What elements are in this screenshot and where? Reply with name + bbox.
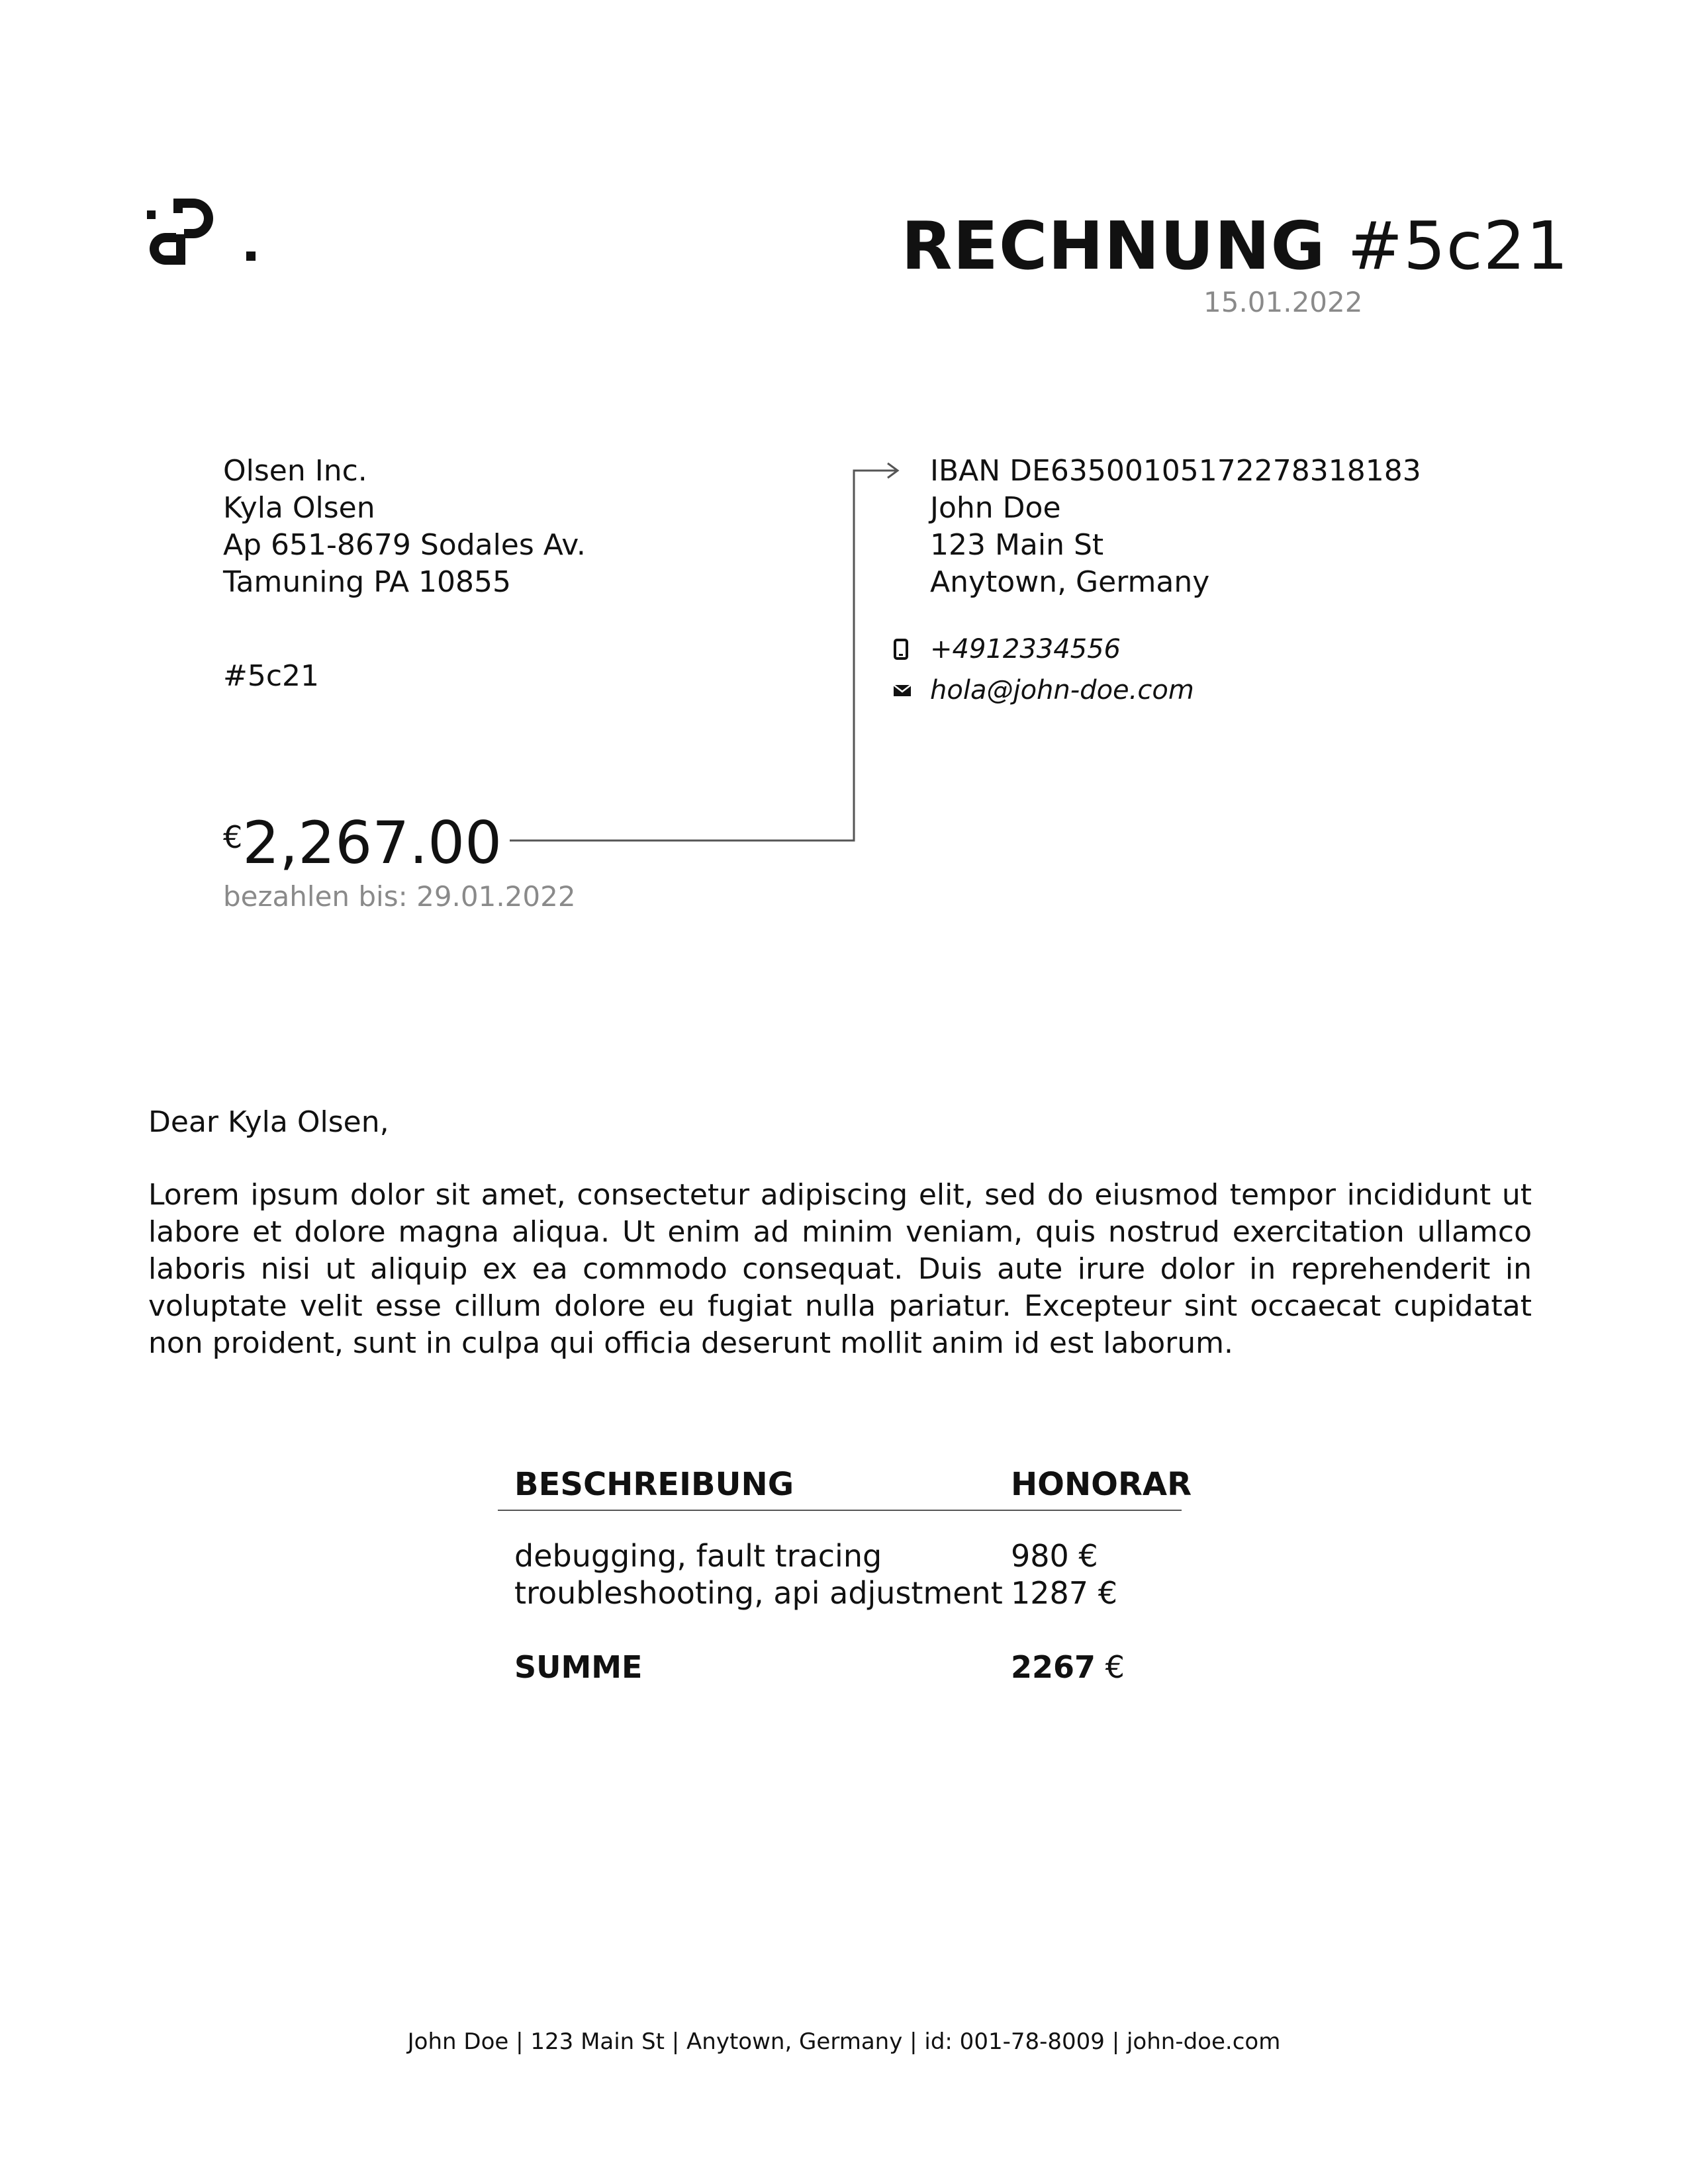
company-logo [147,199,266,285]
item-description: troubleshooting, api adjustment [514,1575,1003,1611]
letter-greeting: Dear Kyla Olsen, [148,1105,389,1139]
envelope-icon [894,684,930,697]
sender-city: Anytown, Germany [930,565,1210,599]
sender-phone-text[interactable]: +4912334556 [930,634,1121,664]
item-fee: 1287 € [1011,1575,1117,1611]
total-amount [1011,1649,1182,1686]
sender-phone [894,634,1121,664]
client-company: Olsen Inc. [223,454,367,488]
sender-street: 123 Main St [930,528,1104,562]
sender-iban: IBAN DE63500105172278318183 [930,454,1421,488]
table-row [498,1537,1182,1574]
amount-due [223,809,502,877]
fee-table [498,1466,1192,1686]
table-total-row [498,1649,1182,1686]
total-value: 2267 [1011,1649,1096,1685]
client-reference: #5c21 [223,659,320,693]
sender-email-text[interactable]: hola@john-doe.com [930,675,1194,705]
letter-body: Lorem ipsum dolor sit amet, consectetur adipiscing elit, sed do eiusmod tempor incididunt ut labore et dolore magna aliqua. Ut enim ad minim veniam, quis nostrud exercitation ullamco laboris nisi ut aliquip ex ea commodo consequat. Duis aute irure dolor in reprehenderit in voluptate velit esse cillum dolore eu fugiat nulla pariatur. Excepteur sint occaecat cupidatat non proident, sunt in culpa qui officia deserunt mollit anim id est laborum. [148,1178,1532,1360]
invoice-title-word: RECHNUNG [901,207,1326,285]
amount-value: 2,267.00 [242,809,502,877]
due-date: bezahlen bis: 29.01.2022 [223,880,576,913]
item-description: debugging, fault tracing [514,1538,882,1574]
phone-icon [894,639,930,660]
page-footer: John Doe | 123 Main St | Anytown, Germany | id: 001-78-8009 | john-doe.com [407,2028,1281,2055]
client-city: Tamuning PA 10855 [223,565,511,599]
header-description: BESCHREIBUNG [514,1466,794,1503]
table-row [498,1574,1182,1612]
client-address [223,453,586,601]
client-street: Ap 651-8679 Sodales Av. [223,528,586,562]
sender-email [894,675,1194,705]
invoice-date: 15.01.2022 [1203,286,1363,318]
invoice-title [901,207,1570,285]
currency-symbol: € [223,819,243,855]
item-fee: 980 € [1011,1538,1098,1574]
total-label: SUMME [514,1649,643,1685]
table-rule [498,1510,1182,1511]
table-header-row [498,1466,1192,1503]
header-fee: HONORAR [1011,1466,1192,1503]
invoice-number: #5c21 [1347,207,1569,285]
client-contact-name: Kyla Olsen [223,491,375,525]
total-currency: € [1105,1649,1125,1685]
sender-name: John Doe [930,491,1061,525]
sender-details [930,453,1421,601]
